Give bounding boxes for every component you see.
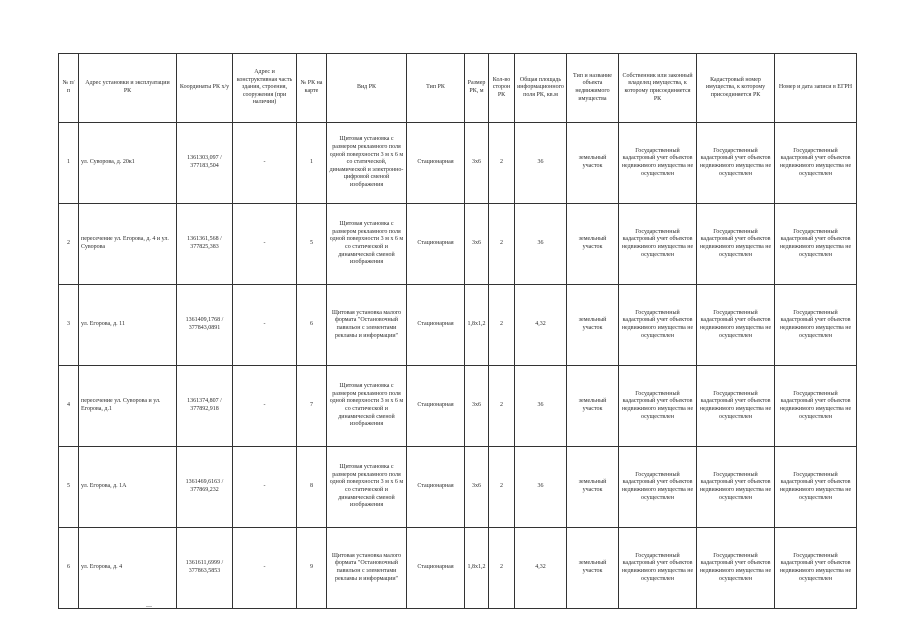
row-number: 4	[59, 366, 79, 447]
advertising-structures-table	[58, 53, 857, 609]
coordinates-cell: 1361374,807 / 377892,918	[177, 366, 233, 447]
size-cell: 3х6	[465, 366, 489, 447]
building-cell: -	[233, 123, 297, 204]
building-cell: -	[233, 366, 297, 447]
header-cell: Размер РК, м	[465, 54, 489, 123]
coordinates-cell: 1361361,568 / 377825,383	[177, 204, 233, 285]
map-number-cell: 6	[297, 285, 327, 366]
registry-record-cell: Государственный кадастровый учет объектов недвижимого имущества не осуществлен	[775, 366, 857, 447]
area-cell: 4,32	[515, 528, 567, 609]
structure-kind-cell: Щитовая установка с размером рекламного поля одной поверхности 3 м х 6 м со статической и динамической сменой изображения	[327, 204, 407, 285]
cadastral-number-cell: Государственный кадастровый учет объектов недвижимого имущества не осуществлен	[697, 447, 775, 528]
size-cell: 1,8х1,2	[465, 528, 489, 609]
structure-kind-cell: Щитовая установка малого формата "Остановочный павильон с элементами рекламы и информации"	[327, 285, 407, 366]
building-cell: -	[233, 447, 297, 528]
size-cell: 3х6	[465, 204, 489, 285]
table-row	[59, 528, 857, 609]
area-cell: 36	[515, 447, 567, 528]
row-number: 3	[59, 285, 79, 366]
table-row	[59, 447, 857, 528]
address-cell: ул. Егорова, д. 4	[79, 528, 177, 609]
sides-cell: 2	[489, 285, 515, 366]
registry-record-cell: Государственный кадастровый учет объектов недвижимого имущества не осуществлен	[775, 204, 857, 285]
header-cell: Координаты РК х/у	[177, 54, 233, 123]
header-cell: Тип и название объекта недвижимого имущества	[567, 54, 619, 123]
structure-kind-cell: Щитовая установка малого формата "Остановочный павильон с элементами рекламы и информации"	[327, 528, 407, 609]
size-cell: 3х6	[465, 447, 489, 528]
header-cell: Собственник или законный владелец имущества, к которому присоединяется РК	[619, 54, 697, 123]
table-row	[59, 123, 857, 204]
coordinates-cell: 1361303,097 / 377183,504	[177, 123, 233, 204]
structure-kind-cell: Щитовая установка с размером рекламного поля одной поверхности 3 м х 6 м со статической и динамической сменой изображения	[327, 447, 407, 528]
size-cell: 1,8х1,2	[465, 285, 489, 366]
header-cell: № РК на карте	[297, 54, 327, 123]
sides-cell: 2	[489, 447, 515, 528]
map-number-cell: 7	[297, 366, 327, 447]
size-cell: 3х6	[465, 123, 489, 204]
map-number-cell: 8	[297, 447, 327, 528]
structure-type-cell: Стационарная	[407, 528, 465, 609]
property-object-cell: земельный участок	[567, 285, 619, 366]
property-object-cell: земельный участок	[567, 204, 619, 285]
address-cell: ул. Суворова, д. 20к1	[79, 123, 177, 204]
table-row	[59, 366, 857, 447]
cadastral-number-cell: Государственный кадастровый учет объектов недвижимого имущества не осуществлен	[697, 204, 775, 285]
structure-type-cell: Стационарная	[407, 285, 465, 366]
cadastral-number-cell: Государственный кадастровый учет объектов недвижимого имущества не осуществлен	[697, 123, 775, 204]
address-cell: ул. Егорова, д. 11	[79, 285, 177, 366]
header-cell: Общая площадь информационного поля РК, кв.м	[515, 54, 567, 123]
coordinates-cell: 1361409,1768 / 377843,0891	[177, 285, 233, 366]
property-object-cell: земельный участок	[567, 528, 619, 609]
owner-cell: Государственный кадастровый учет объектов недвижимого имущества не осуществлен	[619, 447, 697, 528]
structure-type-cell: Стационарная	[407, 447, 465, 528]
cadastral-number-cell: Государственный кадастровый учет объектов недвижимого имущества не осуществлен	[697, 366, 775, 447]
property-object-cell: земельный участок	[567, 366, 619, 447]
header-cell: Тип РК	[407, 54, 465, 123]
registry-record-cell: Государственный кадастровый учет объектов недвижимого имущества не осуществлен	[775, 123, 857, 204]
property-object-cell: земельный участок	[567, 123, 619, 204]
row-number: 1	[59, 123, 79, 204]
header-cell: № п/п	[59, 54, 79, 123]
coordinates-cell: 1361469,6163 / 377869,232	[177, 447, 233, 528]
scan-mark	[146, 606, 152, 607]
owner-cell: Государственный кадастровый учет объектов недвижимого имущества не осуществлен	[619, 366, 697, 447]
area-cell: 4,32	[515, 285, 567, 366]
area-cell: 36	[515, 123, 567, 204]
address-cell: пересечение ул. Егорова, д. 4 и ул. Суворова	[79, 204, 177, 285]
table-row	[59, 285, 857, 366]
cadastral-number-cell: Государственный кадастровый учет объектов недвижимого имущества не осуществлен	[697, 285, 775, 366]
owner-cell: Государственный кадастровый учет объектов недвижимого имущества не осуществлен	[619, 285, 697, 366]
header-cell: Вид РК	[327, 54, 407, 123]
sides-cell: 2	[489, 528, 515, 609]
map-number-cell: 9	[297, 528, 327, 609]
cadastral-number-cell: Государственный кадастровый учет объектов недвижимого имущества не осуществлен	[697, 528, 775, 609]
header-cell: Кадастровый номер имущества, к которому присоединяется РК	[697, 54, 775, 123]
owner-cell: Государственный кадастровый учет объектов недвижимого имущества не осуществлен	[619, 528, 697, 609]
structure-type-cell: Стационарная	[407, 204, 465, 285]
structure-type-cell: Стационарная	[407, 366, 465, 447]
sides-cell: 2	[489, 366, 515, 447]
building-cell: -	[233, 528, 297, 609]
structure-kind-cell: Щитовая установка с размером рекламного поля одной поверхности 3 м х 6 м со статической, динамической и электронно-цифровой сменой изображения	[327, 123, 407, 204]
header-cell: Адрес и конструктивная часть здания, строения, сооружения (при наличии)	[233, 54, 297, 123]
structure-type-cell: Стационарная	[407, 123, 465, 204]
address-cell: ул. Егорова, д. 1А	[79, 447, 177, 528]
row-number: 5	[59, 447, 79, 528]
registry-record-cell: Государственный кадастровый учет объектов недвижимого имущества не осуществлен	[775, 285, 857, 366]
owner-cell: Государственный кадастровый учет объектов недвижимого имущества не осуществлен	[619, 123, 697, 204]
header-cell: Номер и дата записи в ЕГРН	[775, 54, 857, 123]
coordinates-cell: 1361611,6999 / 377863,5853	[177, 528, 233, 609]
map-number-cell: 1	[297, 123, 327, 204]
area-cell: 36	[515, 204, 567, 285]
row-number: 6	[59, 528, 79, 609]
table-header-row	[59, 54, 857, 123]
header-cell: Кол-во сторон РК	[489, 54, 515, 123]
header-cell: Адрес установки и эксплуатации РК	[79, 54, 177, 123]
registry-record-cell: Государственный кадастровый учет объектов недвижимого имущества не осуществлен	[775, 447, 857, 528]
owner-cell: Государственный кадастровый учет объектов недвижимого имущества не осуществлен	[619, 204, 697, 285]
address-cell: пересечение ул. Суворова и ул. Егорова, д.1	[79, 366, 177, 447]
structure-kind-cell: Щитовая установка с размером рекламного поля одной поверхности 3 м х 6 м со статической и динамической сменой изображения	[327, 366, 407, 447]
sides-cell: 2	[489, 204, 515, 285]
registry-record-cell: Государственный кадастровый учет объектов недвижимого имущества не осуществлен	[775, 528, 857, 609]
table-row	[59, 204, 857, 285]
building-cell: -	[233, 204, 297, 285]
area-cell: 36	[515, 366, 567, 447]
map-number-cell: 5	[297, 204, 327, 285]
row-number: 2	[59, 204, 79, 285]
property-object-cell: земельный участок	[567, 447, 619, 528]
building-cell: -	[233, 285, 297, 366]
sides-cell: 2	[489, 123, 515, 204]
